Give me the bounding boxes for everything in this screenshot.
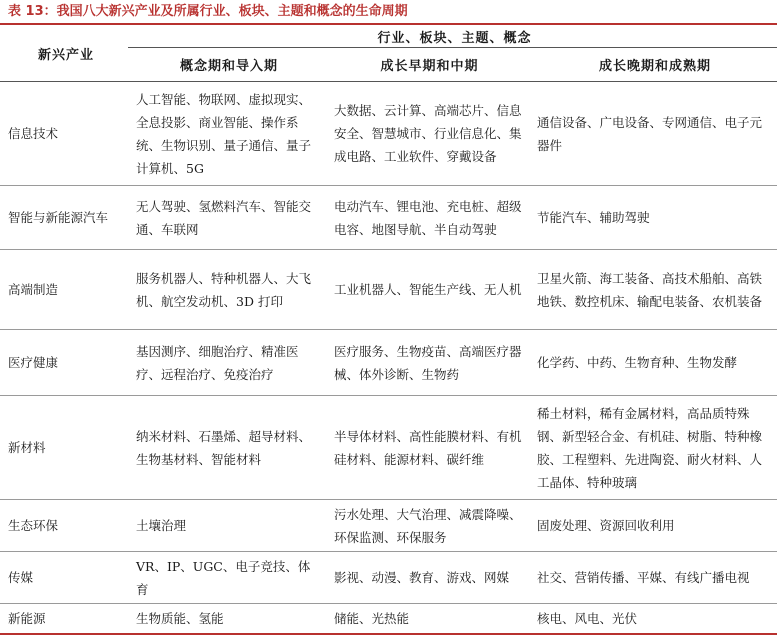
row-phase-3: 稀土材料，稀有金属材料，高品质特殊钢、新型轻合金、有机硅、树脂、特种橡胶、工程塑料、先进陶瓷、耐火材料、人工晶体、特种玻璃 xyxy=(529,396,777,500)
row-phase-2: 大数据、云计算、高端芯片、信息安全、智慧城市、行业信息化、集成电路、工业软件、穿戴设备 xyxy=(326,82,529,186)
lifecycle-table-wrapper xyxy=(0,23,777,635)
table-row xyxy=(0,250,777,330)
row-industry: 新材料 xyxy=(0,396,128,500)
row-phase-3: 通信设备、广电设备、专网通信、电子元器件 xyxy=(529,82,777,186)
row-phase-2: 影视、动漫、教育、游戏、网媒 xyxy=(326,552,529,604)
table-row xyxy=(0,552,777,604)
table-title: 表 13：我国八大新兴产业及所属行业、板块、主题和概念的生命周期 xyxy=(8,4,408,19)
header-row-1 xyxy=(0,24,777,48)
header-phase-1: 概念期和导入期 xyxy=(128,48,326,82)
table-row xyxy=(0,500,777,552)
row-phase-1: 人工智能、物联网、虚拟现实、全息投影、商业智能、操作系统、生物识别、量子通信、量子计算机、5G xyxy=(128,82,326,186)
row-industry: 医疗健康 xyxy=(0,330,128,396)
table-row xyxy=(0,330,777,396)
row-industry: 传媒 xyxy=(0,552,128,604)
row-phase-2: 工业机器人、智能生产线、无人机 xyxy=(326,250,529,330)
row-phase-1: VR、IP、UGC、电子竞技、体育 xyxy=(128,552,326,604)
row-industry: 信息技术 xyxy=(0,82,128,186)
row-phase-3: 卫星火箭、海工装备、高技术船舶、高铁地铁、数控机床、输配电装备、农机装备 xyxy=(529,250,777,330)
row-phase-3: 核电、风电、光伏 xyxy=(529,604,777,634)
row-industry: 新能源 xyxy=(0,604,128,634)
row-phase-2: 半导体材料、高性能膜材料、有机硅材料、能源材料、碳纤维 xyxy=(326,396,529,500)
header-group: 行业、板块、主题、概念 xyxy=(128,24,777,48)
row-industry: 生态环保 xyxy=(0,500,128,552)
row-phase-1: 服务机器人、特种机器人、大飞机、航空发动机、3D 打印 xyxy=(128,250,326,330)
row-phase-2: 储能、光热能 xyxy=(326,604,529,634)
header-industry: 新兴产业 xyxy=(0,24,128,82)
row-phase-3: 固废处理、资源回收利用 xyxy=(529,500,777,552)
lifecycle-table xyxy=(0,23,777,635)
row-phase-3: 化学药、中药、生物育种、生物发酵 xyxy=(529,330,777,396)
row-phase-1: 无人驾驶、氢燃料汽车、智能交通、车联网 xyxy=(128,186,326,250)
row-phase-3: 节能汽车、辅助驾驶 xyxy=(529,186,777,250)
header-phase-3: 成长晚期和成熟期 xyxy=(529,48,777,82)
row-phase-2: 医疗服务、生物疫苗、高端医疗器械、体外诊断、生物药 xyxy=(326,330,529,396)
table-row xyxy=(0,82,777,186)
row-phase-2: 电动汽车、锂电池、充电桩、超级电容、地图导航、半自动驾驶 xyxy=(326,186,529,250)
table-row xyxy=(0,186,777,250)
header-phase-2: 成长早期和中期 xyxy=(326,48,529,82)
row-industry: 智能与新能源汽车 xyxy=(0,186,128,250)
row-phase-1: 生物质能、氢能 xyxy=(128,604,326,634)
row-industry: 高端制造 xyxy=(0,250,128,330)
table-row xyxy=(0,604,777,634)
row-phase-3: 社交、营销传播、平媒、有线广播电视 xyxy=(529,552,777,604)
table-row xyxy=(0,396,777,500)
row-phase-1: 纳米材料、石墨烯、超导材料、生物基材料、智能材料 xyxy=(128,396,326,500)
row-phase-1: 土壤治理 xyxy=(128,500,326,552)
row-phase-1: 基因测序、细胞治疗、精准医疗、远程治疗、免疫治疗 xyxy=(128,330,326,396)
row-phase-2: 污水处理、大气治理、减震降噪、环保监测、环保服务 xyxy=(326,500,529,552)
